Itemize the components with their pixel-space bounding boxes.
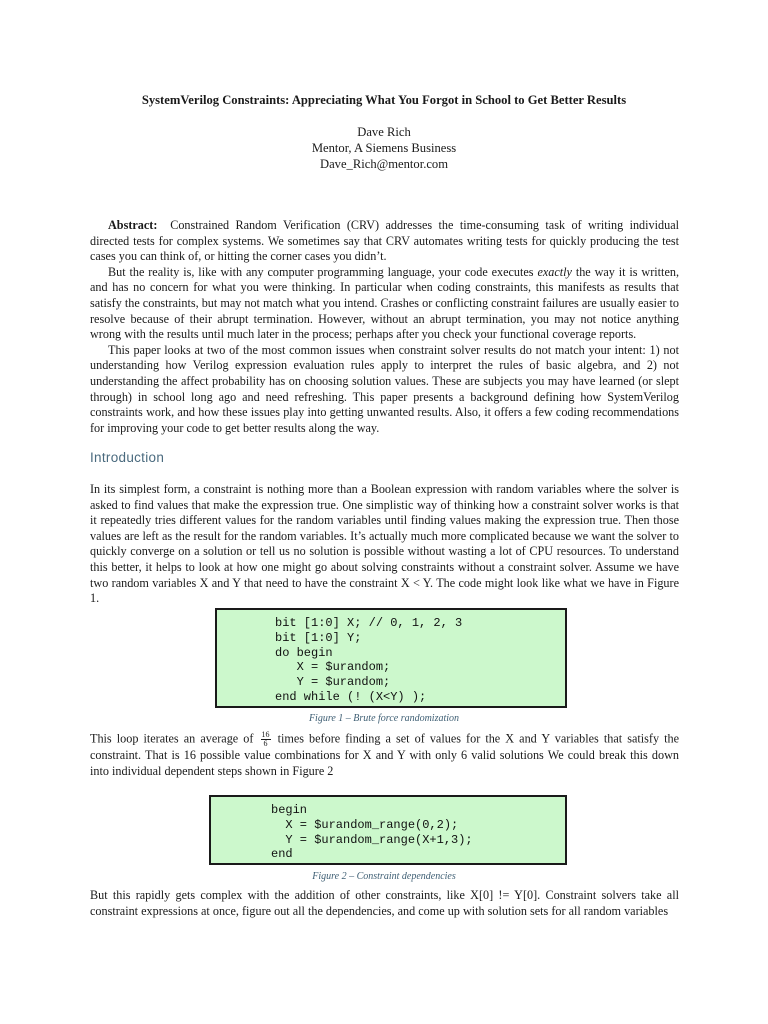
figure-1-caption: Figure 1 – Brute force randomization [308, 713, 460, 724]
abstract-paragraph-1 [90, 218, 679, 265]
fraction-denominator: 6 [263, 739, 268, 748]
abstract-paragraph-3: This paper looks at two of the most common issues when constraint solver results do not match your intent: 1) not understanding how Verilog expression evaluation rules apply to interpret the rules of basic algebra, and 2) not understanding the affect probability has on choosing solution values. These are subjects you may have learned (or slept through) in school long ago and need refreshing. This paper presents a background defining how SystemVerilog constraints work, and how these issues play into getting unwanted results. Also, it offers a few coding recommendations for improving your code to get better results along the way. [90, 342, 679, 435]
abstract-text-2b: the way it is written, and has no concern for what you were thinking. In particular when coding constraints, this manifests as results that satisfy the constraints, but may not match what you intend. Crashes or conflicting constraint failures are usually easier to resolve because of their abrupt termination. However, without an abrupt termination, you may not notice anything wrong with the results until much later in the process; perhaps after you check your functional coverage reports. [90, 264, 679, 342]
introduction-paragraph-1: In its simplest form, a constraint is nothing more than a Boolean expression with random variables where the solver is asked to find values that make the expression true. One simplistic way of thinking how a constraint solver works is that it repeatedly tries different values for the random variables until finding values making the expression true. Then those values are left as the result for the random variables. It’s actually much more complicated because we want the solver to quickly converge on a solution or tell us no solution is possible without wasting a lot of CPU resources. To understand this better, it helps to look at how one might go about solving constraints without a constraint solver. Assume we have two random variables X and Y that need to have the constraint X < Y. The code might look like what we have in Figure 1. [90, 482, 679, 606]
author-email: Dave_Rich@mentor.com [319, 157, 449, 171]
figure-2-caption: Figure 2 – Constraint dependencies [312, 871, 456, 882]
abstract-paragraph-2 [90, 265, 679, 343]
figure-2-code-box [209, 795, 567, 865]
author-name: Dave Rich [357, 125, 411, 139]
figure-1-code: bit [1:0] X; // 0, 1, 2, 3 bit [1:0] Y; do begin X = $urandom; Y = $urandom; end while (! (X<Y) ); [275, 616, 463, 704]
abstract-text-2a: But the reality is, like with any computer programming language, your code executes [108, 264, 538, 279]
figure-2-code: begin X = $urandom_range(0,2); Y = $urandom_range(X+1,3); end [271, 803, 473, 862]
figure-1-discussion-paragraph [90, 731, 679, 779]
paper-title: SystemVerilog Constraints: Appreciating What You Forgot in School to Get Better Results [141, 93, 627, 107]
author-affiliation: Mentor, A Siemens Business [311, 141, 457, 155]
discussion-text-post: times before finding a set of values for the X and Y variables that satisfy the constraint. That is 16 possible value combinations for X and Y with only 6 valid solutions We could break this down into individual dependent steps shown in Figure 2 [90, 731, 679, 778]
discussion-text-pre: This loop iterates an average of [90, 731, 259, 746]
abstract-text-1: Constrained Random Verification (CRV) addresses the time-consuming task of writing individual directed tests for complex systems. We sometimes say that CRV automates writing tests for quickly producing the test cases you can think of, or hitting the corner cases you didn’t. [90, 218, 679, 264]
author-block [0, 124, 768, 172]
emphasis-exactly: exactly [537, 264, 572, 279]
figure-2-discussion [90, 888, 679, 919]
abstract-section [90, 218, 679, 436]
fraction-16-over-6 [261, 731, 271, 748]
fraction-numerator: 16 [261, 730, 270, 739]
abstract-label: Abstract: [108, 218, 158, 232]
figure-1-discussion [90, 731, 679, 779]
figure-1-code-box [215, 608, 567, 708]
section-heading-introduction: Introduction [90, 450, 165, 465]
introduction-section [90, 482, 679, 607]
figure-2-discussion-paragraph: But this rapidly gets complex with the addition of other constraints, like X[0] != Y[0]. Constraint solvers take all constraint expressions at once, figure out all the dependencies, and come up with solution sets for all random variables [90, 888, 679, 918]
